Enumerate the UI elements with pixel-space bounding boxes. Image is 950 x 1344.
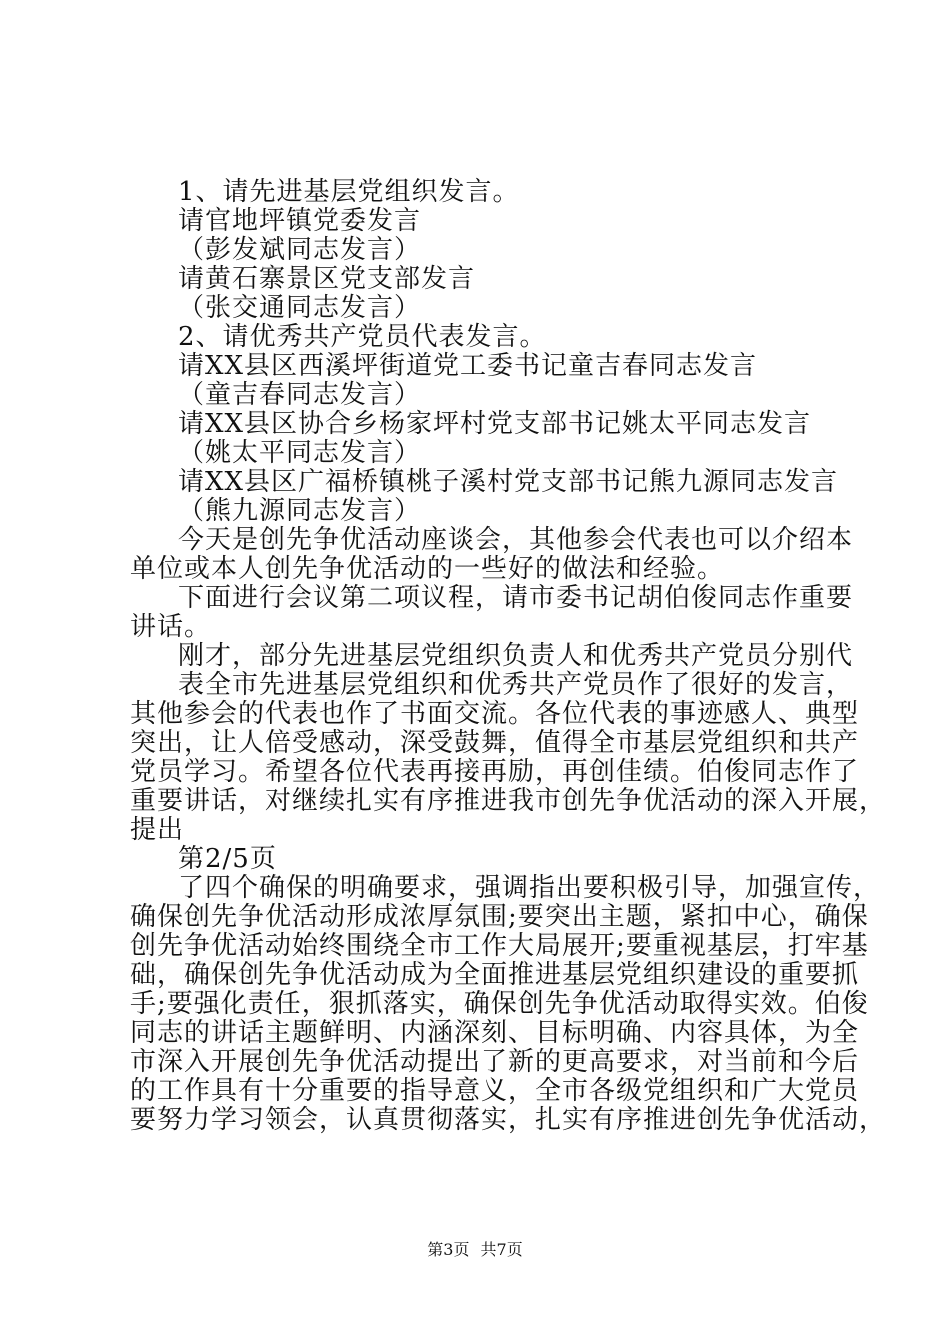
text-line: 单位或本人创先争优活动的一些好的做法和经验。 <box>130 554 725 584</box>
text-line: 手;要强化责任，狠抓落实，确保创先争优活动取得实效。伯俊 <box>130 989 869 1019</box>
text-line: 的工作具有十分重要的指导意义，全市各级党组织和广大党员 <box>130 1076 860 1106</box>
text-line: 请XX县区西溪坪街道党工委书记童吉春同志发言 <box>178 351 758 381</box>
inline-page-marker: 第2/5页 <box>178 844 277 874</box>
text-line: 1、请先进基层党组织发言。 <box>178 177 520 207</box>
text-line: 突出，让人倍受感动，深受鼓舞，值得全市基层党组织和共产 <box>130 728 860 758</box>
text-line: 市深入开展创先争优活动提出了新的更高要求，对当前和今后 <box>130 1047 860 1077</box>
text-line: 同志的讲话主题鲜明、内涵深刻、目标明确、内容具体，为全 <box>130 1018 860 1048</box>
page-total: 共7页 <box>480 1240 523 1259</box>
text-line: 请XX县区广福桥镇桃子溪村党支部书记熊九源同志发言 <box>178 467 839 497</box>
text-line: 讲话。 <box>130 612 212 642</box>
page-footer <box>0 1240 950 1260</box>
text-line: 础，确保创先争优活动成为全面推进基层党组织建设的重要抓 <box>130 960 860 990</box>
text-line: 其他参会的代表也作了书面交流。各位代表的事迹感人、典型 <box>130 699 860 729</box>
text-line: 2、请优秀共产党员代表发言。 <box>178 322 547 352</box>
text-line: 请官地坪镇党委发言 <box>178 206 422 236</box>
text-line: 请XX县区协合乡杨家坪村党支部书记姚太平同志发言 <box>178 409 812 439</box>
text-line: 党员学习。希望各位代表再接再励，再创佳绩。伯俊同志作了 <box>130 757 860 787</box>
text-line: 创先争优活动始终围绕全市工作大局展开;要重视基层，打牢基 <box>130 931 869 961</box>
text-line: 提出 <box>130 815 185 845</box>
page-number: 第3页 <box>427 1240 470 1259</box>
text-line: （姚太平同志发言） <box>178 438 422 468</box>
text-line: （熊九源同志发言） <box>178 496 422 526</box>
text-line: 下面进行会议第二项议程，请市委书记胡伯俊同志作重要 <box>178 583 854 613</box>
text-line: （张交通同志发言） <box>178 293 422 323</box>
text-line: 请黄石寨景区党支部发言 <box>178 264 476 294</box>
text-line: 表全市先进基层党组织和优秀共产党员作了很好的发言， <box>178 670 854 700</box>
text-line: （彭发斌同志发言） <box>178 235 422 265</box>
text-line: 今天是创先争优活动座谈会，其他参会代表也可以介绍本 <box>178 525 854 555</box>
text-line: 了四个确保的明确要求，强调指出要积极引导，加强宣传， <box>178 873 881 903</box>
text-line: （童吉春同志发言） <box>178 380 422 410</box>
text-line: 刚才，部分先进基层党组织负责人和优秀共产党员分别代 <box>178 641 854 671</box>
text-line: 要努力学习领会，认真贯彻落实，扎实有序推进创先争优活动， <box>130 1105 887 1135</box>
text-line: 重要讲话，对继续扎实有序推进我市创先争优活动的深入开展， <box>130 786 887 816</box>
text-line: 确保创先争优活动形成浓厚氛围;要突出主题，紧扣中心，确保 <box>130 902 869 932</box>
